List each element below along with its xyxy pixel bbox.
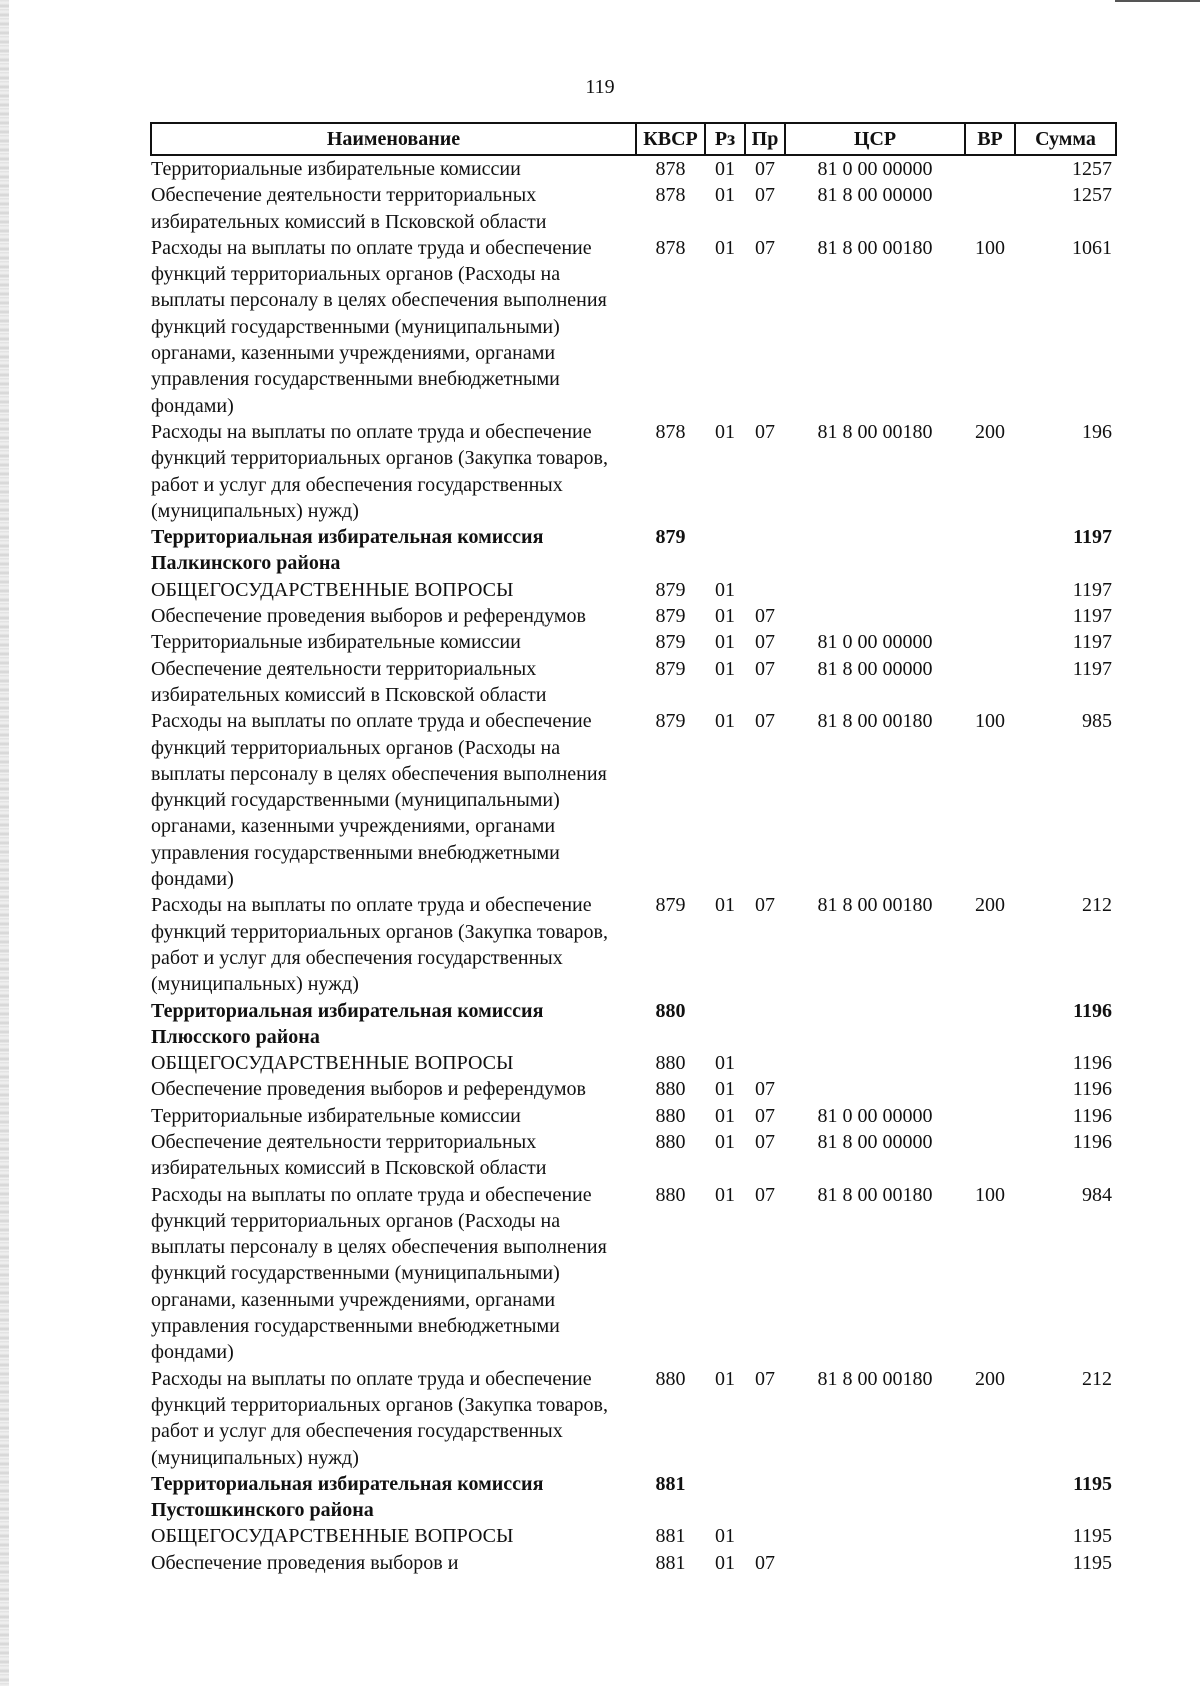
cell-name: Территориальные избирательные комиссии [151,631,521,654]
cell-kvsr: 878 [655,184,686,207]
table-row [151,603,1116,629]
table-row [151,1182,1116,1366]
cell-kvsr: 879 [655,578,686,601]
cell-name: Территориальная избирательная комиссия Пустошкинского района [151,1472,544,1522]
cell-kvsr: 880 [655,1367,686,1390]
cell-csr: 81 8 00 00180 [817,894,933,917]
header-pr: Пр [745,123,785,155]
cell-rz: 01 [715,1104,735,1127]
cell-vr: 200 [975,1367,1005,1390]
cell-kvsr: 880 [655,1130,686,1153]
table-row [151,524,1116,577]
table-row [151,708,1116,892]
cell-pr [745,1050,785,1076]
cell-vr [965,1471,1015,1524]
cell-kvsr: 880 [655,1183,686,1206]
cell-kvsr: 880 [655,1078,686,1101]
cell-sum: 1061 [1072,236,1112,259]
header-rz: Рз [705,123,745,155]
cell-csr: 81 8 00 00180 [817,420,933,443]
cell-pr: 07 [755,894,775,917]
cell-name: Расходы на выплаты по оплате труда и обеспечение функций территориальных органов (Закупка товаров, работ и услуг для обеспечения государственных (муниципальных) нужд) [151,1367,608,1469]
cell-vr: 200 [975,894,1005,917]
cell-kvsr: 879 [655,894,686,917]
cell-name: Территориальная избирательная комиссия Палкинского района [151,526,544,575]
cell-sum: 1257 [1072,184,1112,207]
budget-table [150,122,1117,1576]
cell-vr [965,629,1015,655]
table-row [151,1076,1116,1102]
cell-name: Территориальная избирательная комиссия Плюсского района [151,999,544,1048]
cell-sum: 1195 [1073,1472,1112,1495]
cell-sum: 1257 [1072,158,1112,180]
cell-sum: 1196 [1073,999,1112,1022]
table-row [151,182,1116,235]
table-row [151,577,1116,603]
cell-sum: 1195 [1072,1525,1112,1548]
cell-vr [965,577,1015,603]
cell-pr: 07 [755,631,775,654]
cell-pr: 07 [755,1367,775,1390]
cell-name: ОБЩЕГОСУДАРСТВЕННЫЕ ВОПРОСЫ [151,1525,514,1548]
cell-kvsr: 880 [655,1052,686,1075]
cell-vr [965,1076,1015,1102]
cell-vr [965,656,1015,709]
cell-name: ОБЩЕГОСУДАРСТВЕННЫЕ ВОПРОСЫ [151,1052,514,1075]
table-row [151,1471,1116,1524]
table-row [151,629,1116,655]
cell-kvsr: 879 [655,657,686,680]
cell-csr [785,998,965,1051]
cell-sum: 1197 [1072,657,1112,680]
header-sum: Сумма [1015,123,1116,155]
cell-rz: 01 [715,631,735,654]
top-rule [1115,0,1200,2]
header-kvsr: КВСР [636,123,705,155]
cell-rz: 01 [715,710,735,733]
cell-kvsr: 880 [655,999,686,1022]
cell-csr [785,1550,965,1576]
cell-vr [965,1550,1015,1576]
cell-kvsr: 879 [655,526,686,549]
cell-sum: 1197 [1072,605,1112,628]
cell-rz: 01 [715,236,735,259]
cell-vr [965,1103,1015,1129]
cell-pr [745,524,785,577]
cell-rz: 01 [715,605,735,628]
cell-vr: 200 [975,420,1005,443]
cell-pr: 07 [755,1183,775,1206]
table-row [151,1129,1116,1182]
cell-rz: 01 [715,1078,735,1101]
cell-name: Расходы на выплаты по оплате труда и обеспечение функций территориальных органов (Расходы на выплаты персоналу в целях обеспечения выполнения функций государственными (муниципальными) органами, казенными учреждениями, органами управления государственными внебюджетными фондами) [151,1183,607,1364]
cell-rz: 01 [715,1551,735,1574]
cell-kvsr: 881 [655,1551,686,1574]
cell-sum: 1197 [1072,578,1112,601]
header-name: Наименование [151,123,636,155]
cell-kvsr: 881 [655,1525,686,1548]
table-row [151,419,1116,524]
cell-pr: 07 [755,1130,775,1153]
cell-pr [745,1523,785,1549]
cell-rz [705,1471,745,1524]
cell-rz: 01 [715,1183,735,1206]
cell-csr: 81 0 00 00000 [817,631,933,654]
table-body [151,155,1116,1576]
cell-rz [705,998,745,1051]
cell-kvsr: 878 [655,236,686,259]
cell-rz: 01 [715,657,735,680]
cell-sum: 1196 [1072,1052,1112,1075]
cell-pr: 07 [755,184,775,207]
table-row [151,1050,1116,1076]
cell-pr: 07 [755,710,775,733]
cell-sum: 212 [1082,894,1112,917]
table-row [151,1523,1116,1549]
cell-kvsr: 879 [655,710,686,733]
cell-csr: 81 8 00 00000 [817,1130,933,1153]
cell-kvsr: 879 [655,605,686,628]
table-row [151,1366,1116,1471]
cell-sum: 1196 [1072,1130,1112,1153]
cell-csr [785,524,965,577]
page-number: 119 [585,76,615,98]
cell-vr [965,182,1015,235]
cell-vr: 100 [975,1183,1005,1206]
cell-sum: 1195 [1072,1551,1112,1574]
table-row [151,892,1116,997]
cell-rz: 01 [715,184,735,207]
cell-rz [705,524,745,577]
cell-rz: 01 [715,1130,735,1153]
cell-sum: 1197 [1072,631,1112,654]
cell-rz: 01 [715,420,735,443]
cell-name: Обеспечение деятельности территориальных избирательных комиссий в Псковской области [151,1130,547,1180]
scan-edge-artifact [0,0,9,1686]
cell-vr [965,1129,1015,1182]
cell-pr: 07 [755,420,775,443]
cell-rz: 01 [715,578,735,601]
cell-vr [965,1050,1015,1076]
table-row [151,1103,1116,1129]
cell-sum: 212 [1082,1367,1112,1390]
cell-csr: 81 8 00 00180 [817,236,933,259]
cell-kvsr: 881 [655,1472,686,1495]
cell-vr: 100 [975,236,1005,259]
cell-pr: 07 [755,657,775,680]
cell-csr: 81 8 00 00180 [817,1183,933,1206]
cell-name: Территориальные избирательные комиссии [151,158,521,180]
cell-pr [745,577,785,603]
cell-csr [785,1050,965,1076]
cell-name: Территориальные избирательные комиссии [151,1104,521,1127]
cell-csr: 81 0 00 00000 [817,158,933,180]
cell-pr: 07 [755,158,775,180]
cell-vr [965,155,1015,182]
cell-pr: 07 [755,1551,775,1574]
cell-csr [785,577,965,603]
cell-kvsr: 879 [655,631,686,654]
cell-sum: 1196 [1072,1078,1112,1101]
cell-rz: 01 [715,1052,735,1075]
cell-vr: 100 [975,710,1005,733]
cell-sum: 1196 [1072,1104,1112,1127]
cell-csr [785,603,965,629]
cell-vr [965,524,1015,577]
cell-csr: 81 8 00 00000 [817,184,933,207]
cell-pr: 07 [755,236,775,259]
cell-name: Обеспечение деятельности территориальных избирательных комиссий в Псковской области [151,184,547,233]
cell-vr [965,603,1015,629]
table-header-row [151,123,1116,155]
table-row [151,656,1116,709]
table-row [151,155,1116,182]
cell-pr: 07 [755,1078,775,1101]
header-vr: ВР [965,123,1015,155]
cell-csr: 81 8 00 00180 [817,1367,933,1390]
cell-sum: 984 [1082,1183,1112,1206]
cell-pr [745,1471,785,1524]
cell-csr [785,1471,965,1524]
cell-kvsr: 878 [655,158,686,180]
cell-csr [785,1523,965,1549]
cell-name: Расходы на выплаты по оплате труда и обеспечение функций территориальных органов (Закупка товаров, работ и услуг для обеспечения государственных (муниципальных) нужд) [151,420,608,522]
cell-csr: 81 8 00 00180 [817,710,933,733]
table-row [151,235,1116,419]
cell-vr [965,998,1015,1051]
cell-kvsr: 880 [655,1104,686,1127]
cell-name: Обеспечение деятельности территориальных избирательных комиссий в Псковской области [151,657,547,706]
cell-name: Обеспечение проведения выборов и референдумов [151,605,586,628]
cell-sum: 985 [1082,710,1112,733]
cell-pr [745,998,785,1051]
cell-name: Расходы на выплаты по оплате труда и обеспечение функций территориальных органов (Закупка товаров, работ и услуг для обеспечения государственных (муниципальных) нужд) [151,894,608,996]
cell-csr: 81 8 00 00000 [817,657,933,680]
cell-sum: 1197 [1073,526,1112,549]
cell-rz: 01 [715,894,735,917]
cell-sum: 196 [1082,420,1112,443]
table-row [151,1550,1116,1576]
cell-name: Обеспечение проведения выборов и [151,1551,459,1574]
cell-csr: 81 0 00 00000 [817,1104,933,1127]
cell-vr [965,1523,1015,1549]
cell-rz: 01 [715,158,735,180]
cell-pr: 07 [755,1104,775,1127]
cell-name: Расходы на выплаты по оплате труда и обеспечение функций территориальных органов (Расходы на выплаты персоналу в целях обеспечения выполнения функций государственными (муниципальными) органами, казенными учреждениями, органами управления государственными внебюджетными фондами) [151,236,607,417]
cell-pr: 07 [755,605,775,628]
table-row [151,998,1116,1051]
cell-name: Расходы на выплаты по оплате труда и обеспечение функций территориальных органов (Расходы на выплаты персоналу в целях обеспечения выполнения функций государственными (муниципальными) органами, казенными учреждениями, органами управления государственными внебюджетными фондами) [151,710,607,891]
header-csr: ЦСР [785,123,965,155]
cell-name: Обеспечение проведения выборов и референдумов [151,1078,586,1101]
cell-name: ОБЩЕГОСУДАРСТВЕННЫЕ ВОПРОСЫ [151,578,514,601]
cell-rz: 01 [715,1525,735,1548]
cell-kvsr: 878 [655,420,686,443]
cell-rz: 01 [715,1367,735,1390]
cell-csr [785,1076,965,1102]
